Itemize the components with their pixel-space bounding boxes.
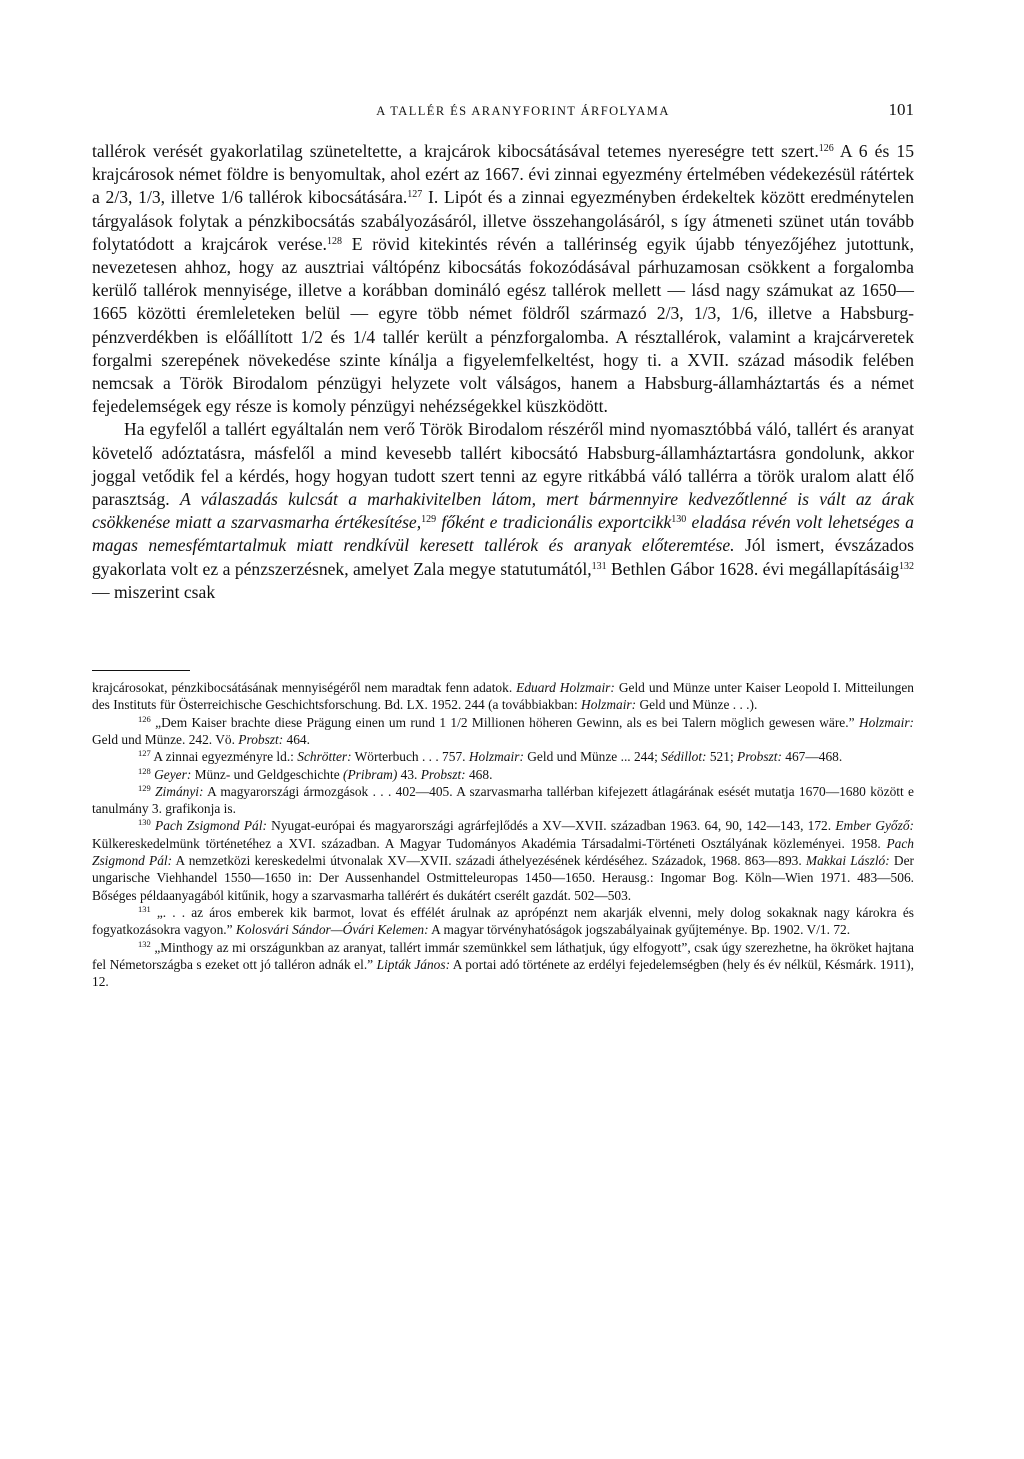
footnote-reference: 130 bbox=[138, 817, 151, 828]
footnote-reference: 128 bbox=[138, 765, 151, 776]
footnote bbox=[92, 783, 914, 818]
italic-text: Holzmair: bbox=[581, 697, 637, 713]
text-run: „Minthogy az mi országunkban az aranyat, tallért immár szemünkkel sem láthatjuk, úgy elfogyott”, csak úgy szerezhetne, ha ökröket hajtana fel Németországba s ezeket ott jó talléron adnák el.” bbox=[92, 939, 914, 972]
text-run: 521; bbox=[706, 749, 738, 765]
footnote bbox=[92, 748, 914, 765]
footnote-reference: 129 bbox=[421, 514, 437, 526]
footnote-reference: 132 bbox=[899, 560, 915, 572]
text-run: Münz- und Geldgeschichte bbox=[191, 766, 343, 782]
italic-text: Lipták János: bbox=[376, 956, 451, 972]
document-page bbox=[92, 100, 915, 990]
footnote bbox=[92, 817, 914, 903]
italic-text: Probszt: bbox=[238, 731, 284, 747]
text-run: Geld und Münze. 242. Vö. bbox=[92, 731, 239, 747]
footnote-reference: 126 bbox=[818, 143, 834, 154]
footnote-separator bbox=[92, 670, 190, 671]
text-run: 464. bbox=[283, 731, 310, 747]
text-run: A 6 és 15 krajcárosok német földre is benyomultak, ahol ezért az 1667. évi zinnai egyezmény értelmében védekezésül rátértek a 2/3, 1/3, illetve 1/6 tallérok kibocsátására. bbox=[92, 141, 915, 208]
text-run: „Dem Kaiser brachte diese Prägung einen um rund 1 1/2 Millionen höheren Gewinn, als es bei Talern möglich gewesen wäre.” bbox=[150, 714, 859, 730]
text-run: Bethlen Gábor 1628. évi megállapításáig bbox=[606, 558, 900, 579]
footnote-reference: 126 bbox=[138, 713, 151, 724]
italic-text: Holzmair: bbox=[468, 749, 524, 765]
footnote-reference: 131 bbox=[138, 903, 151, 914]
footnote-reference: 130 bbox=[671, 514, 687, 526]
text-run: 43. bbox=[397, 766, 421, 782]
italic-text: Probszt: bbox=[420, 766, 466, 782]
running-head-title: A TALLÉR ÉS ARANYFORINT ÁRFOLYAMA bbox=[376, 104, 670, 118]
body-paragraph bbox=[92, 418, 914, 604]
text-run: A magyar törvényhatóságok jogszabályainak gyűjteménye. Bp. 1902. V/1. 72. bbox=[428, 922, 851, 938]
text-run: Geld und Münze ... 244; bbox=[523, 749, 662, 765]
footnote bbox=[92, 766, 914, 783]
text-run: tallérok verését gyakorlatilag szüneteltette, a krajcárok kibocsátásával tetemes nyereségre tett szert. bbox=[92, 141, 819, 161]
footnote-reference: 129 bbox=[138, 782, 151, 793]
text-run: — miszerint csak bbox=[92, 581, 216, 602]
text-run: Külkereskedelmünk történetéhez a XVI. században. A Magyar Tudományos Akadémia Társadalmi-Történeti Osztályának közleményei. 1958. bbox=[92, 835, 887, 851]
footnote-reference: 131 bbox=[591, 560, 607, 572]
text-run: Geld und Münze unter Kaiser Leopold I. Mitteilungen des Instituts für Österreichische Geschichtsforschung. Bd. LX. 1952. 244 (a továbbiakban: bbox=[92, 680, 915, 713]
italic-text: Geyer: bbox=[154, 766, 192, 782]
italic-text: Probszt: bbox=[737, 749, 782, 765]
running-head bbox=[92, 100, 914, 134]
footnote bbox=[92, 904, 914, 939]
footnote-reference: 127 bbox=[138, 748, 151, 759]
italic-text: Pach Zsigmond Pál: bbox=[92, 835, 914, 869]
footnote-reference: 132 bbox=[138, 938, 151, 949]
text-run: Jól ismert, évszázados gyakorlata volt ez a pénzszerzésnek, amelyet Zala megye statutumától, bbox=[92, 535, 914, 579]
italic-text: Schrötter: bbox=[297, 749, 352, 765]
text-run: 468. bbox=[465, 766, 493, 782]
text-run: Nyugat-európai és magyarországi agrárfejlődés a XV—XVII. században 1963. 64, 90, 142—143, 172. bbox=[266, 818, 836, 834]
italic-text: A válaszadás kulcsát a marhakivitelben látom, mert bármennyire kedvezőtlenné is vált az árak csökkenése miatt a szarvasmarha értékesítése, bbox=[92, 489, 914, 533]
italic-text: Ember Győző: bbox=[835, 818, 914, 834]
text-run: Der ungarische Viehhandel 1550—1650 in: Der Aussenhandel Ostmitteleuropas 1450—1650. Herausg.: Ingomar Bog. Köln—Wien 1971. 483—506. Bőséges példaanyagából kitűnik, hogy a szarvasmarha tallérért és dukátért cserélt gazdát. 502—503. bbox=[92, 853, 914, 903]
italic-text: Zimányi: bbox=[155, 783, 204, 799]
italic-text: Eduard Holzmair: bbox=[516, 680, 615, 696]
text-run: A magyarországi ármozgások . . . 402—405. A szarvasmarha tallérban kifejezett átlagárának esését mutatja 1670—1680 között e tanulmány 3. grafikonja is. bbox=[92, 783, 914, 817]
text-run: A portai adó története az erdélyi fejedelemségben (hely és év nélkül, Késmárk. 1911), 12. bbox=[92, 956, 914, 990]
body-text bbox=[92, 140, 914, 604]
footnotes bbox=[92, 679, 914, 990]
text-run: E rövid kitekintés révén a tallérinség egyik újabb tényezőjéhez jutottunk, nevezetesen ahhoz, hogy az ausztriai váltópénz kibocsátás fokozódásával párhuzamosan csökkent a forgalomba kerülő tallérok mennyisége, illetve a korábban domináló egész tallérok mellett — lásd nagy számukat az 1650—1665 közötti éremleleteken belül — egyre több német földről származó 2/3, 1/3, 1/6, illetve a Habsburg-pénzverdékben is előállított 1/2 és 1/4 tallér került a pénzforgalomba. A résztallérok, valamint a krajcárveretek forgalmi szerepének növekedése szinte kínálja a figyelemfelkeltést, hogy ti. a XVII. század második felében nemcsak a Török Birodalom pénzügyi helyzete volt válságos, hanem a Habsburg-államháztartás és a német fejedelemségek egy része is komoly pénzügyi nehézségekkel küszködött. bbox=[92, 233, 914, 417]
italic-text: Sédillot: bbox=[661, 749, 707, 765]
footnote bbox=[92, 714, 914, 749]
footnote-reference: 128 bbox=[326, 235, 342, 247]
footnote bbox=[92, 679, 914, 714]
italic-text: Makkai László: bbox=[805, 853, 890, 869]
body-paragraph bbox=[92, 140, 914, 418]
text-run: Ha egyfelől a tallért egyáltalán nem verő Török Birodalom részéről mind nyomasztóbbá váló, tallért és aranyat követelő adóztatásra, másfelől a mind kevesebb tallért kibocsátó Habsburg-államháztartásra gondolunk, akkor joggal vetődik fel a kérdés, hogy hogyan tudott szert tenni az egyre ritkábbá váló tallérra a török uralom alatt élő parasztság. bbox=[92, 419, 914, 510]
italic-text: főként e tradicionális exportcikk bbox=[436, 512, 672, 533]
text-run: A zinnai egyezményre ld.: bbox=[150, 749, 298, 765]
text-run: A nemzetközi kereskedelmi útvonalak XV—XVII. századi áthelyezésének kérdéséhez. Századok, 1968. 863—893. bbox=[172, 853, 806, 869]
page-number: 101 bbox=[888, 100, 914, 119]
italic-text: (Pribram) bbox=[343, 766, 398, 782]
text-run: krajcárosokat, pénzkibocsátásának mennyiségéről nem maradtak fenn adatok. bbox=[92, 680, 517, 696]
italic-text: Holzmair: bbox=[858, 714, 914, 730]
italic-text: Pach Zsigmond Pál: bbox=[155, 818, 267, 834]
italic-text: Kolosvári Sándor—Óvári Kelemen: bbox=[235, 922, 429, 938]
text-run: 467—468. bbox=[781, 749, 843, 765]
text-run: I. Lipót és a zinnai egyezményben érdekeltek között eredménytelen tárgyalások folytak a pénzkibocsátás szabályozásáról, illetve összehangolásáról, s így átmeneti szünet után tovább folytatódott a krajcárok verése. bbox=[92, 187, 914, 254]
footnote-reference: 127 bbox=[407, 189, 423, 201]
italic-text: eladása révén volt lehetséges a magas nemesfémtartalmuk miatt rendkívül keresett tallérok és aranyak előteremtése. bbox=[92, 512, 914, 556]
text-run: Wörterbuch . . . 757. bbox=[351, 749, 469, 765]
text-run: „. . . az áros emberek kik barmot, lovat és effélét árulnak az aprópénzt nem akarják elvenni, mely dolog sokaknak nagy károkra és fogyatkozásokra vagyon.” bbox=[92, 904, 914, 938]
footnote bbox=[92, 939, 914, 991]
text-run: Geld und Münze . . .). bbox=[636, 697, 758, 713]
